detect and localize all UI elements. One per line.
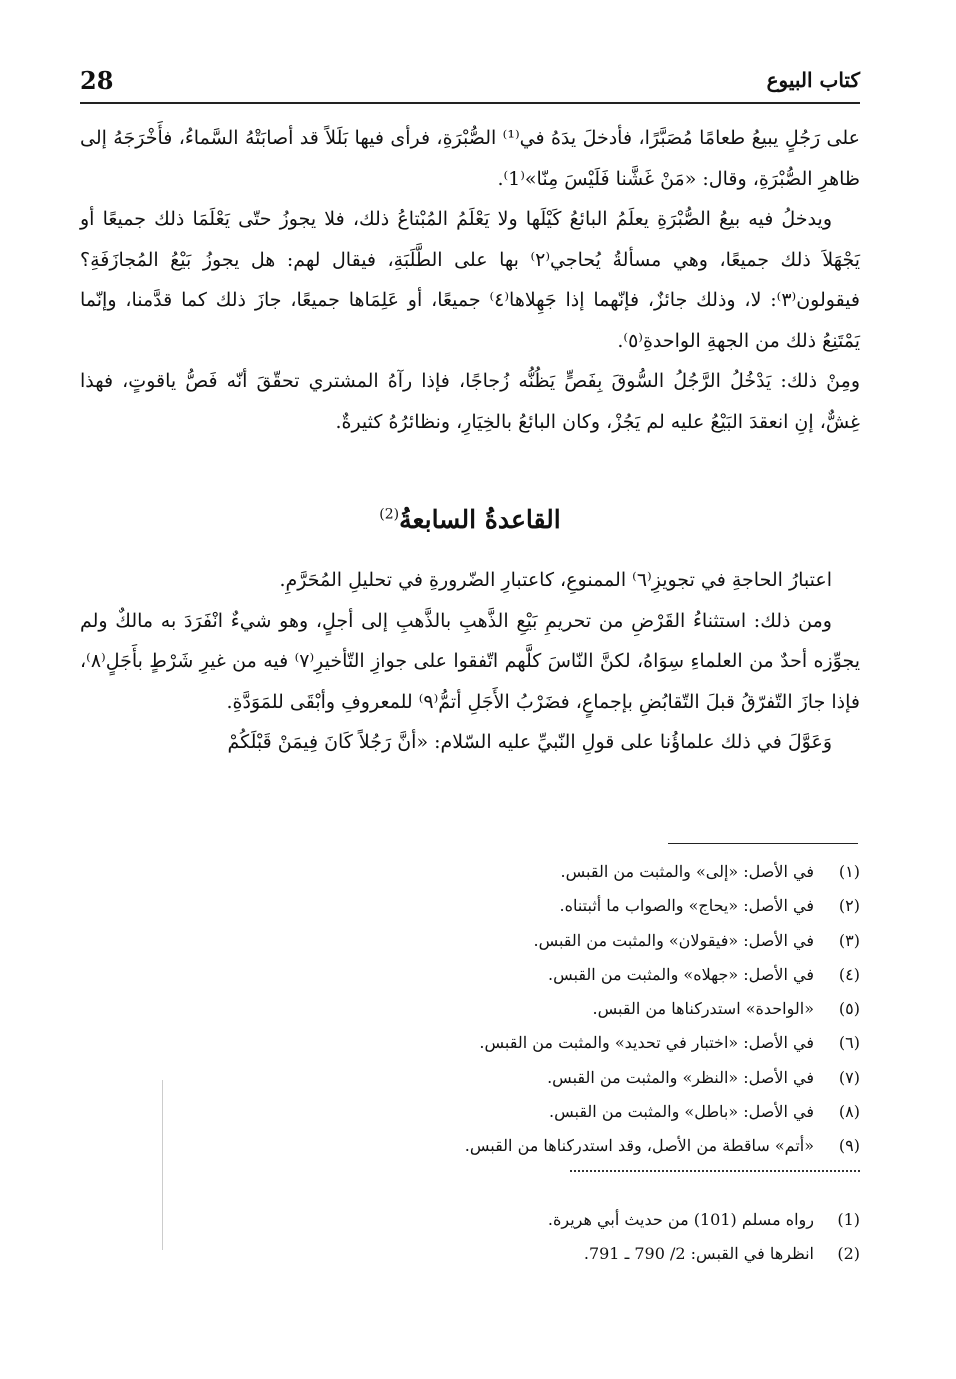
footnote [80, 855, 860, 889]
main-text [80, 118, 860, 442]
heading-text: القاعدةُ السابعةُ [399, 505, 561, 534]
footnote-number: (١) [838, 862, 860, 881]
footnote-text: في الأصل: «النظر» والمثبت من القبس. [547, 1067, 814, 1087]
editor-note [80, 1203, 860, 1237]
footnote-text: في الأصل: «فيقولان» والمثبت من القبس. [533, 930, 814, 950]
editor-notes [80, 1203, 860, 1271]
footnote-number: (٢) [838, 896, 860, 916]
note-text: انظرها في القبس: 2/ 790 ـ 791. [583, 1244, 814, 1263]
footnote-text: في الأصل: «باطل» والمثبت من القبس. [549, 1102, 814, 1122]
footnote-number: (٧) [838, 1067, 860, 1087]
paragraph: ومن ذلك: استثناءُ القَرْضِ من تحريمِ بَيْعِ الذَّهبِ بالذَّهبِ إلى أجلٍ، وهو شيءٌ انْفَرَدَ به مالكٌ ولم يجوِّزه أحدٌ من العلماءِ سِوَاهُ، لكنَّ النّاسَ كلَّهم اتّفقوا على جوازِ التّأخيرِ⁽٧⁾ فيه من غيرِ شَرْطٍ بأَجَلٍ⁽٨⁾، فإذا جازَ التّفرّقُ قبلَ التّقابُضِ بإجماعٍ، فضَرْبُ الأَجَلِ أتمُّ⁽٩⁾ للمعروفِ وأبْقَى للمَوَدَّةِ. [80, 609, 860, 713]
footnote [80, 1129, 860, 1163]
footnote [80, 1095, 860, 1129]
heading-mark: (2) [379, 506, 400, 523]
footnote [80, 1026, 860, 1060]
footnote-text: في الأصل: «يحاج» والصواب ما أثبتناه. [559, 896, 814, 916]
paragraph: ومِنْ ذلك: يَدْخُلُ الرَّجُلُ السُّوقَ بِفَصٍّ يَظُنُّه زُجاجًا، فإذا رآهُ المشتري تحقّقَ أنّه فَصُّ ياقوتٍ، فهذا غِشٌّ، إنِ انعقدَ البَيْعُ عليه لم يَجُزْ، وكان البائعُ بالخِيَارِ، ونظائرُهُ كثيرةٌ. [80, 370, 860, 433]
footnote-separator [668, 843, 858, 844]
footnote-number: (٥) [838, 999, 860, 1019]
page-number: 28 [80, 66, 114, 95]
footnote-text: «أتم» ساقطة من الأصل، وقد استدركناها من القبس. [464, 1136, 814, 1156]
footnote [80, 992, 860, 1026]
footnote-number: (٨) [838, 1102, 860, 1122]
note-number: (2) [837, 1244, 860, 1263]
footnotes [80, 855, 860, 1164]
page-header [80, 66, 860, 104]
footnote-number: (٦) [838, 1033, 860, 1053]
section-text [80, 560, 860, 763]
footnote [80, 1061, 860, 1095]
footnote-text: في الأصل: «اختبار في تحديد» والمثبت من القبس. [479, 1033, 814, 1053]
paragraph: وَعَوَّلَ في ذلك علماؤُنا على قولِ النّبيِّ عليه السّلام: «أنَّ رَجُلاً كَانَ فِيمَنْ قَبْلَكُمْ [227, 731, 832, 753]
running-title: كتاب البيوع [766, 68, 860, 92]
footnote [80, 889, 860, 923]
footnote-number: (٣) [838, 930, 860, 950]
dotted-separator [570, 1170, 860, 1178]
footnote-text: في الأصل: «إلى» والمثبت من القبس. [560, 862, 814, 881]
paragraph: على رَجُلٍ يبيعُ طعامًا مُصَبَّرًا، فأدخلَ يدَهُ في⁽¹⁾ الصُّبْرَةِ، فرأى فيها بَلَلاً قد أصابَتْهُ السَّماءُ، فأَخْرَجَهُ إلى ظاهرِ الصُّبْرَةِ، وقال: «مَنْ غَشَّنا فَلَيْسَ مِنّا»⁽1⁾. [80, 127, 861, 190]
editor-note [80, 1237, 860, 1271]
note-text: رواه مسلم (101) من حديث أبي هريرة. [547, 1210, 814, 1229]
paragraph: اعتبارُ الحاجةِ في تجويزِ⁽٦⁾ الممنوعِ، كاعتبارِ الضّرورةِ في تحليلِ المُحَرَّمِ. [279, 569, 832, 591]
footnote-number: (٩) [838, 1136, 860, 1156]
note-number: (1) [837, 1210, 860, 1229]
footnote [80, 924, 860, 958]
footnote-text: في الأصل: «جهلاه» والمثبت من القبس. [548, 964, 814, 984]
footnote-text: «الواحدة» استدركناها من القبس. [592, 999, 814, 1019]
footnote [80, 958, 860, 992]
paragraph: ويدخلُ فيه بيعُ الصُّبْرَةِ يعلَمُ البائعُ كَيْلَها ولا يَعْلَمُ المُبْتاعُ ذلك، فلا يجوزُ حتّى يَعْلَمَا ذلك جميعًا أو يَجْهَلاَ ذلك جميعًا، وهي مسألةُ يُحاجي⁽٢⁾ بها على الطَّلَبَةِ، فيقال لهم: هل يجوزُ بَيْعُ المُجازَفَةِ؟ فيقولون⁽٣⁾: لا، وذلك جائزٌ، فإنّهما إذا جَهِلاها⁽٤⁾ جميعًا، أو عَلِمَاها جميعًا، جازَ ذلك كما قدَّمنا، وإنّما يَمْتَنِعُ ذلك من الجهةِ الواحدةِ⁽٥⁾. [80, 208, 860, 352]
footnote-number: (٤) [838, 964, 860, 984]
section-heading [80, 505, 860, 534]
